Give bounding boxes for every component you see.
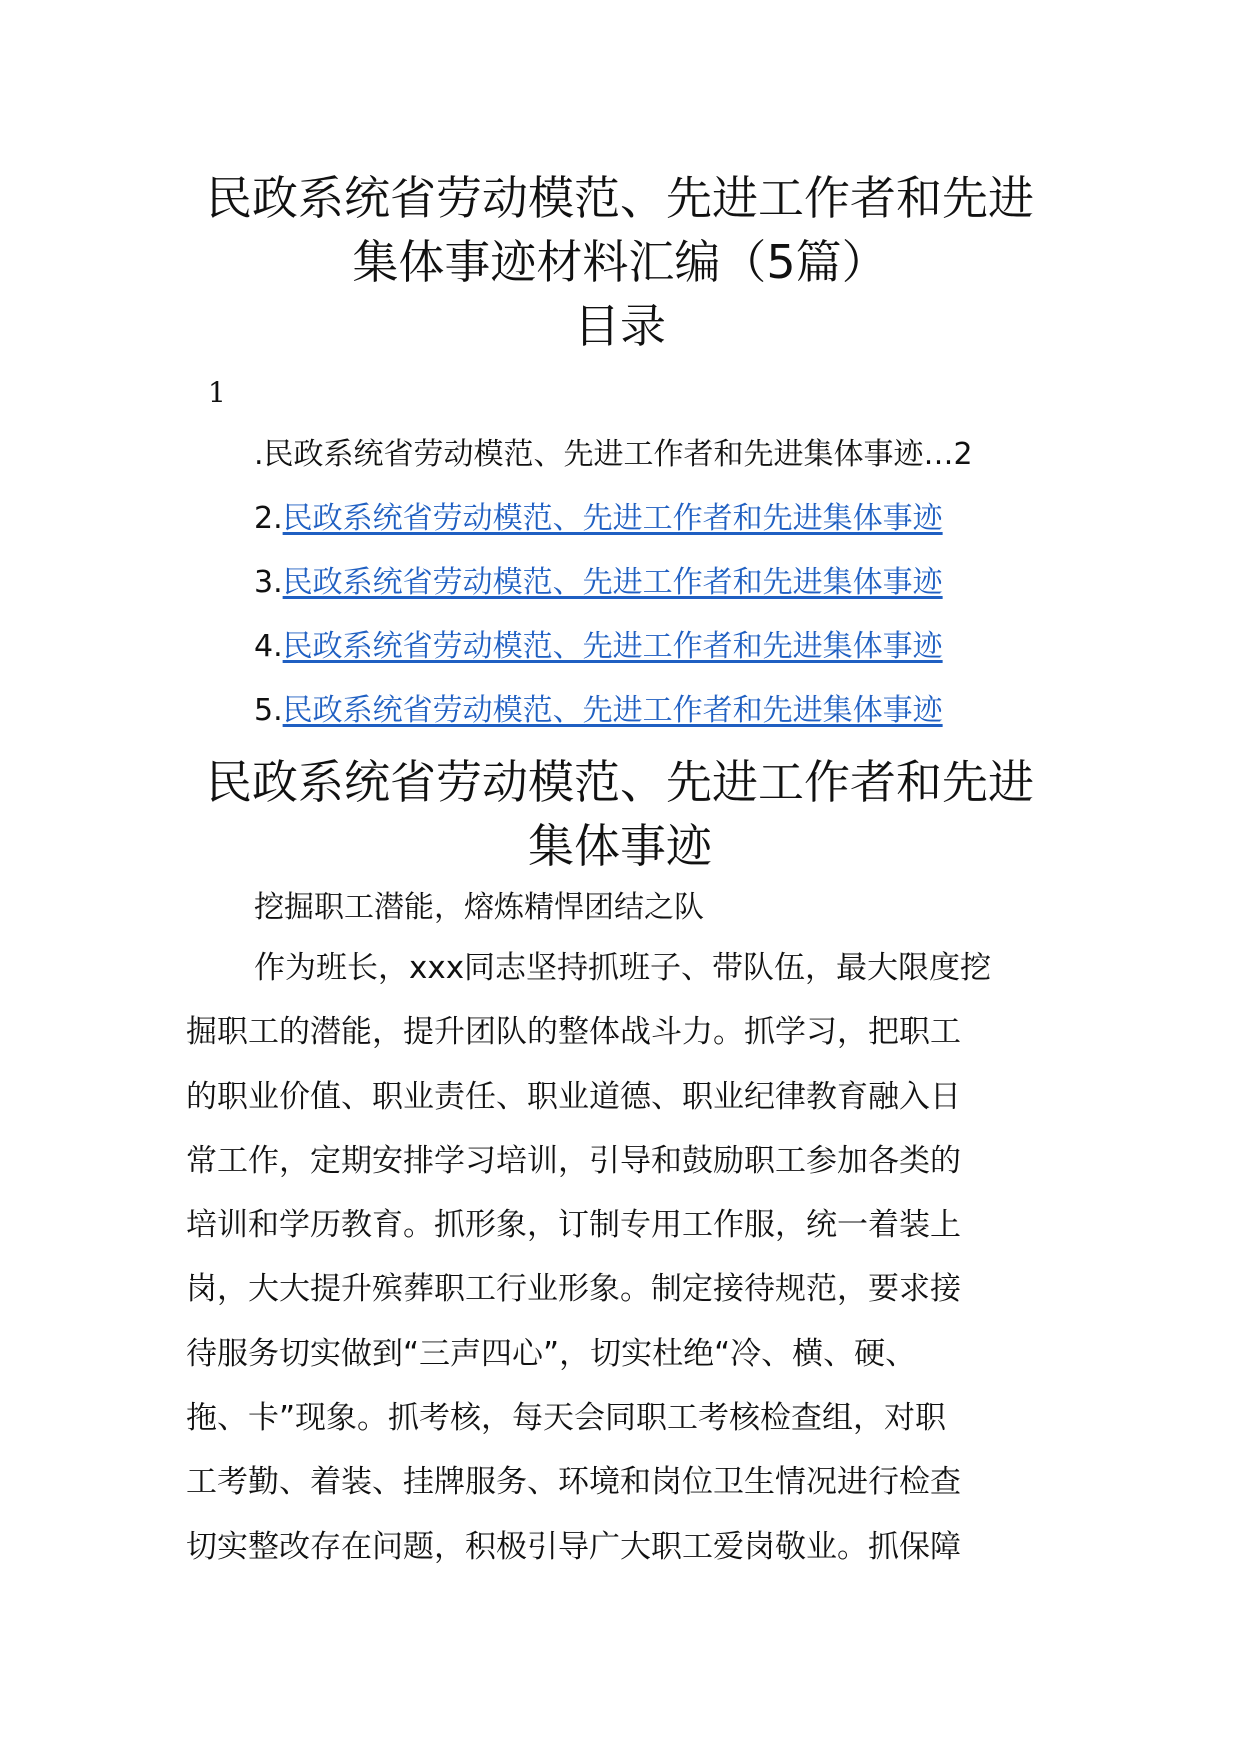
body-line-9: 工考勤、着装、挂牌服务、环境和岗位卫生情况进行检查 (186, 1464, 961, 1501)
toc-entry-2 (254, 497, 1054, 561)
toc-entry-number: 5. (254, 693, 283, 728)
body-line-7: 待服务切实做到“三声四心”，切实杜绝“冷、横、硬、 (186, 1335, 917, 1372)
section-title-line-1: 民政系统省劳动模范、先进工作者和先进 (206, 755, 1034, 809)
body-line-3: 的职业价值、职业责任、职业道德、职业纪律教育融入日 (186, 1078, 961, 1115)
body-line-2: 掘职工的潜能，提升团队的整体战斗力。抓学习，把职工 (186, 1014, 961, 1051)
body-line-10: 切实整改存在问题，积极引导广大职工爱岗敬业。抓保障 (186, 1528, 961, 1565)
section-title (150, 750, 1090, 878)
toc-link-3[interactable]: 民政系统省劳动模范、先进工作者和先进集体事迹 (282, 565, 943, 600)
body-line-8: 拖、卡”现象。抓考核，每天会同职工考核检查组，对职 (186, 1400, 947, 1437)
toc-stray-number: 1 (208, 376, 226, 409)
toc-entry-1: .民政系统省劳动模范、先进工作者和先进集体事迹…2 (254, 437, 973, 472)
section-title-line-2: 集体事迹 (528, 819, 712, 873)
toc-entry-number: 4. (254, 629, 283, 664)
toc-link-5[interactable]: 民政系统省劳动模范、先进工作者和先进集体事迹 (282, 693, 943, 728)
body-paragraph (186, 946, 1052, 1589)
toc-entry-number: 2. (254, 501, 283, 536)
document-title (150, 166, 1090, 294)
body-line-5: 培训和学历教育。抓形象，订制专用工作服，统一着装上 (186, 1207, 961, 1244)
table-of-contents (254, 433, 1054, 753)
toc-link-4[interactable]: 民政系统省劳动模范、先进工作者和先进集体事迹 (282, 629, 943, 664)
toc-entry-number: 3. (254, 565, 283, 600)
section-subheading: 挖掘职工潜能，熔炼精悍团结之队 (254, 890, 704, 925)
toc-link-2[interactable]: 民政系统省劳动模范、先进工作者和先进集体事迹 (282, 501, 943, 536)
body-line-4: 常工作，定期安排学习培训，引导和鼓励职工参加各类的 (186, 1142, 961, 1179)
body-line-6: 岗，大大提升殡葬职工行业形象。制定接待规范，要求接 (186, 1271, 961, 1308)
toc-entry-5 (254, 689, 1054, 753)
document-title-line-2: 集体事迹材料汇编（5篇） (352, 235, 888, 289)
document-title-line-1: 民政系统省劳动模范、先进工作者和先进 (206, 171, 1034, 225)
toc-entry-4 (254, 625, 1054, 689)
toc-heading: 目录 (574, 299, 666, 353)
body-line-1: 作为班长，xxx同志坚持抓班子、带队伍，最大限度挖 (254, 950, 992, 986)
toc-entry-3 (254, 561, 1054, 625)
